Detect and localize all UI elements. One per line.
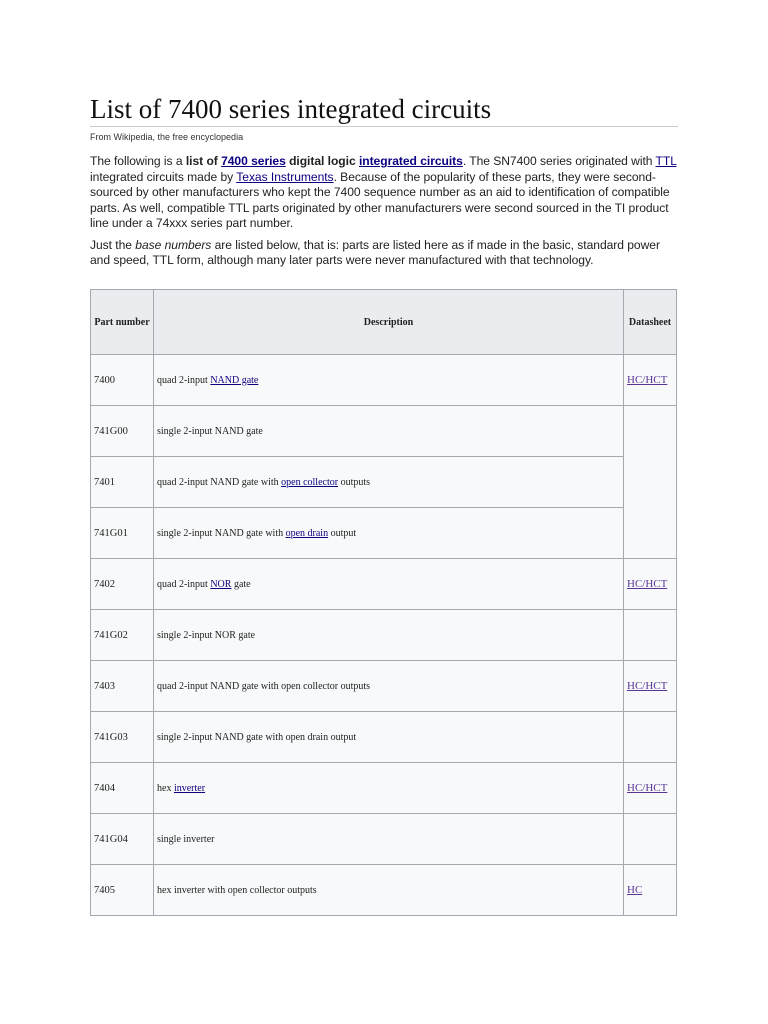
cell-part: 7401 bbox=[91, 457, 154, 508]
intro-bold-1: list of bbox=[185, 154, 222, 168]
intro-paragraph bbox=[90, 154, 678, 232]
cell-datasheet bbox=[624, 865, 677, 916]
cell-part: 7404 bbox=[91, 763, 154, 814]
cell-part: 7405 bbox=[91, 865, 154, 916]
cell-part: 7403 bbox=[91, 661, 154, 712]
intro-text-3: integrated circuits made by bbox=[90, 169, 237, 184]
desc-text: gate bbox=[231, 578, 251, 590]
link-open-collector[interactable]: open collector bbox=[281, 476, 339, 488]
table-row bbox=[91, 814, 677, 865]
table-row bbox=[91, 763, 677, 814]
link-ttl[interactable]: TTL bbox=[655, 154, 677, 168]
desc-text: single 2-input NAND gate with bbox=[157, 527, 286, 539]
link-nand-gate[interactable]: NAND gate bbox=[210, 374, 259, 386]
cell-datasheet-empty bbox=[624, 814, 677, 865]
cell-datasheet-empty bbox=[624, 406, 677, 559]
intro-text-2: . The SN7400 series originated with bbox=[462, 154, 656, 168]
link-texas-instruments[interactable]: Texas Instruments bbox=[236, 169, 334, 184]
cell-description: single 2-input NOR gate bbox=[154, 610, 624, 661]
site-tagline: From Wikipedia, the free encyclopedia bbox=[90, 132, 244, 142]
cell-part: 741G03 bbox=[91, 712, 154, 763]
cell-part: 7400 bbox=[91, 355, 154, 406]
link-7400-series[interactable]: 7400 series bbox=[221, 154, 286, 168]
desc-text: hex bbox=[157, 782, 174, 794]
base-numbers-paragraph bbox=[90, 238, 678, 269]
cell-datasheet bbox=[624, 661, 677, 712]
table-row bbox=[91, 865, 677, 916]
cell-description bbox=[154, 355, 624, 406]
table-row bbox=[91, 559, 677, 610]
base-text-1: Just the bbox=[90, 237, 136, 252]
ic-table bbox=[90, 289, 677, 916]
header-description: Description bbox=[154, 290, 624, 355]
table-row bbox=[91, 355, 677, 406]
cell-description bbox=[154, 559, 624, 610]
link-nor[interactable]: NOR bbox=[210, 578, 232, 590]
intro-text-1: The following is a bbox=[90, 154, 186, 168]
cell-description: quad 2-input NAND gate with open collector outputs bbox=[154, 661, 624, 712]
datasheet-link[interactable]: HC/HCT bbox=[627, 680, 668, 692]
cell-description bbox=[154, 508, 624, 559]
cell-part: 741G00 bbox=[91, 406, 154, 457]
table-row bbox=[91, 406, 677, 457]
cell-description bbox=[154, 457, 624, 508]
desc-text: quad 2-input NAND gate with bbox=[157, 476, 282, 488]
cell-datasheet bbox=[624, 355, 677, 406]
page-title: List of 7400 series integrated circuits bbox=[90, 0, 678, 127]
cell-part: 7402 bbox=[91, 559, 154, 610]
cell-datasheet-empty bbox=[624, 712, 677, 763]
cell-description: single 2-input NAND gate with open drain output bbox=[154, 712, 624, 763]
desc-text: output bbox=[328, 527, 357, 539]
cell-description: single inverter bbox=[154, 814, 624, 865]
article bbox=[90, 0, 678, 896]
table-row bbox=[91, 457, 677, 508]
header-part-number: Part number bbox=[91, 290, 154, 355]
cell-part: 741G01 bbox=[91, 508, 154, 559]
link-inverter[interactable]: inverter bbox=[173, 782, 206, 794]
link-integrated-circuits[interactable]: integrated circuits bbox=[358, 154, 463, 168]
cell-datasheet-empty bbox=[624, 610, 677, 661]
table-row bbox=[91, 508, 677, 559]
datasheet-link[interactable]: HC bbox=[627, 884, 643, 896]
cell-part: 741G02 bbox=[91, 610, 154, 661]
desc-text: quad 2-input bbox=[157, 578, 211, 590]
table-row bbox=[91, 712, 677, 763]
base-text-2: are listed below, that is: parts are listed here as if made in the basic, standard power and speed, TTL form, although many later parts were never manufactured with that technology. bbox=[90, 237, 660, 267]
table-header-row bbox=[91, 290, 677, 355]
datasheet-link[interactable]: HC/HCT bbox=[627, 782, 668, 794]
cell-description: single 2-input NAND gate bbox=[154, 406, 624, 457]
table-row bbox=[91, 661, 677, 712]
cell-datasheet bbox=[624, 559, 677, 610]
header-datasheet: Datasheet bbox=[624, 290, 677, 355]
intro-bold-2: digital logic bbox=[285, 154, 359, 168]
intro-text-4: . Because of the popularity of these parts, they were second-sourced by other manufacturers who kept the 7400 sequence number as an aid to identification of compatible parts. As well, compatible TTL parts originated by other manufacturers were second sourced in the TI product line under a 74xxx series part number. bbox=[90, 169, 670, 230]
datasheet-link[interactable]: HC/HCT bbox=[627, 374, 668, 386]
cell-part: 741G04 bbox=[91, 814, 154, 865]
base-numbers-emphasis: base numbers bbox=[135, 237, 212, 252]
cell-description bbox=[154, 763, 624, 814]
link-open-drain[interactable]: open drain bbox=[285, 527, 329, 539]
desc-text: outputs bbox=[338, 476, 371, 488]
datasheet-link[interactable]: HC/HCT bbox=[627, 578, 668, 590]
desc-text: quad 2-input bbox=[157, 374, 211, 386]
cell-datasheet bbox=[624, 763, 677, 814]
cell-description: hex inverter with open collector outputs bbox=[154, 865, 624, 916]
table-row bbox=[91, 610, 677, 661]
